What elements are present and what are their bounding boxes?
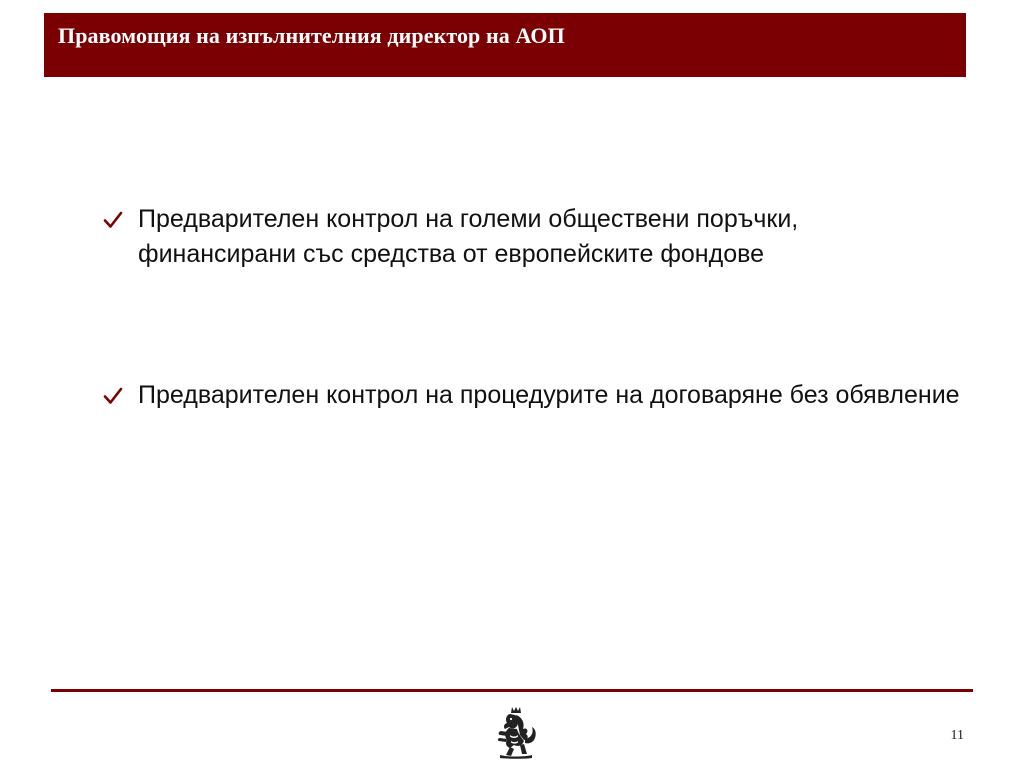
bullet-item (100, 202, 960, 272)
bullet-text: Предварителен контрол на процедурите на договаряне без обявление (138, 381, 960, 409)
footer-divider (51, 689, 973, 692)
page-number: 11 (950, 728, 964, 743)
bullet-list (100, 202, 960, 413)
checkmark-icon (103, 211, 123, 229)
title-bar (44, 13, 966, 77)
lion-emblem-icon (492, 705, 540, 759)
bullet-item (100, 378, 960, 413)
bullet-text: Предварителен контрол на големи обществени поръчки, финансирани със средства от европейските фондове (138, 205, 799, 268)
slide-title: Правомощия на изпълнителния директор на АОП (58, 23, 565, 48)
checkmark-icon (103, 387, 123, 405)
